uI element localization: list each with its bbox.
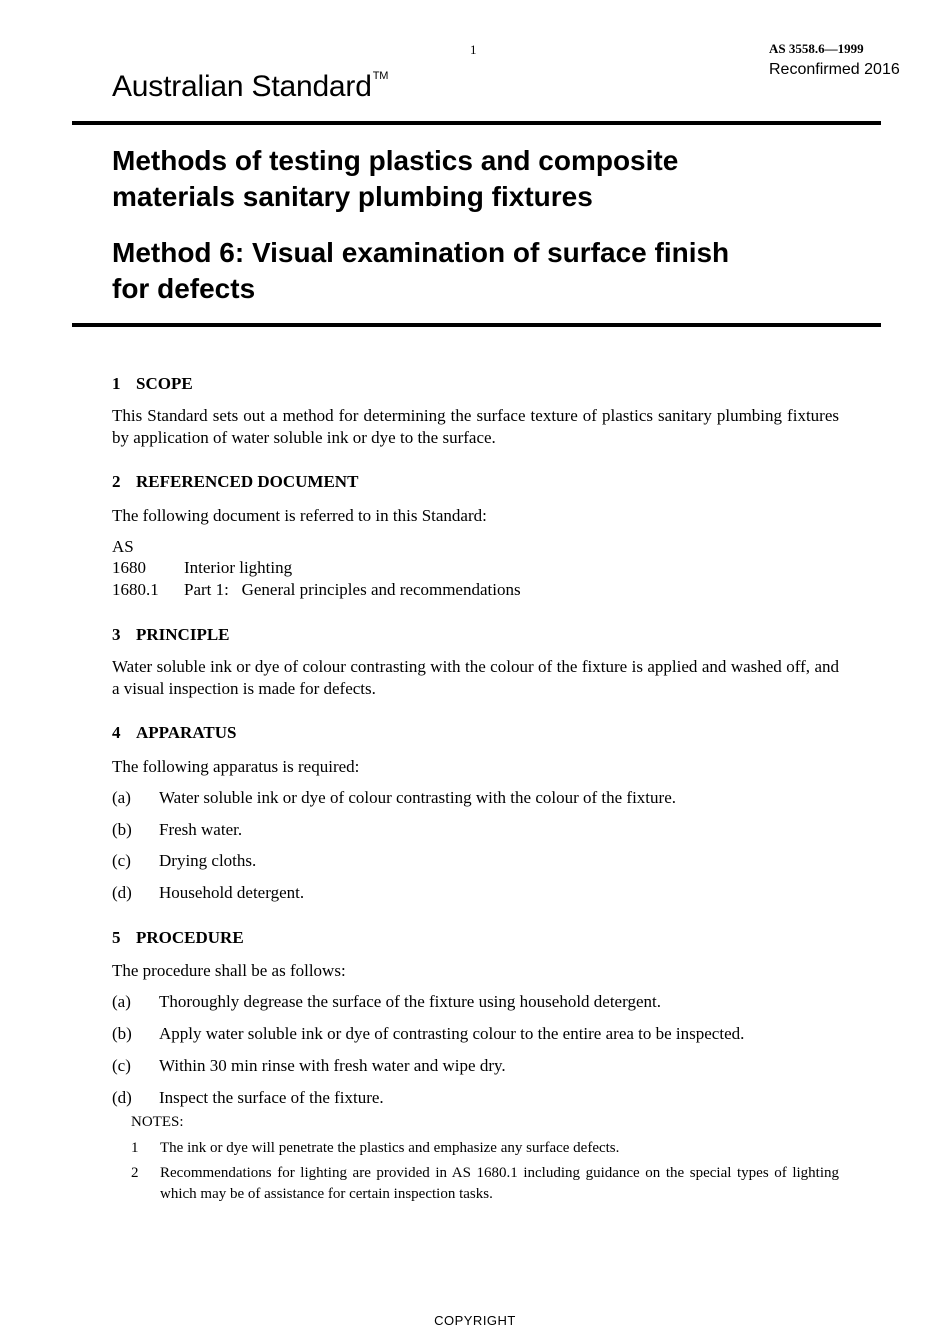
reference-code: 1680.1 (112, 580, 159, 599)
title-line-2: materials sanitary plumbing fixtures (112, 181, 593, 212)
item-text: Within 30 min rinse with fresh water and wipe dry. (159, 1056, 506, 1075)
item-label: (c) (112, 851, 131, 870)
method-title (112, 235, 872, 307)
apparatus-item (112, 883, 852, 903)
note (131, 1163, 839, 1205)
scope-text: This Standard sets out a method for determining the surface texture of plastics sanitary plumbing fixtures by application of water soluble ink or dye to the surface. (112, 406, 839, 447)
item-text: Thoroughly degrease the surface of the fixture using household detergent. (159, 992, 661, 1011)
section-number: 1 (112, 374, 121, 393)
section-title: SCOPE (136, 374, 193, 393)
reference-code: 1680 (112, 558, 146, 577)
bottom-divider (72, 323, 881, 327)
principle-text: Water soluble ink or dye of colour contrasting with the colour of the fixture is applied and washed off, and a visual inspection is made for defects. (112, 657, 839, 698)
reference-title: Interior lighting (184, 558, 293, 577)
apparatus-item (112, 851, 852, 871)
reconfirmed-date: Reconfirmed 2016 (769, 61, 900, 78)
section-heading-principle (112, 625, 230, 645)
referenced-intro: The following document is referred to in this Standard: (112, 506, 487, 525)
apparatus-item (112, 788, 852, 808)
procedure-intro: The procedure shall be as follows: (112, 961, 346, 980)
notes-label: NOTES: (131, 1114, 184, 1130)
brand-title (112, 70, 388, 104)
item-label: (d) (112, 1088, 132, 1107)
method-title-line-2: for defects (112, 273, 256, 304)
item-text: Water soluble ink or dye of colour contrasting with the colour of the fixture. (159, 788, 676, 807)
section-heading-procedure (112, 928, 244, 948)
section-title: PROCEDURE (136, 928, 244, 947)
note (131, 1138, 839, 1159)
item-label: (a) (112, 992, 131, 1011)
brand-text: Australian Standard (112, 70, 372, 103)
apparatus-item (112, 820, 852, 840)
item-label: (b) (112, 1024, 132, 1043)
section-number: 3 (112, 625, 121, 644)
reference-row (112, 558, 292, 578)
top-divider (72, 121, 881, 125)
method-title-line-1: Method 6: Visual examination of surface finish (112, 237, 730, 268)
item-label: (a) (112, 788, 131, 807)
note-text: The ink or dye will penetrate the plastics and emphasize any surface defects. (160, 1140, 620, 1156)
procedure-step (112, 1024, 852, 1044)
reference-prefix: AS (112, 537, 134, 556)
page-number: 1 (470, 42, 477, 57)
procedure-step (112, 1056, 852, 1076)
item-text: Drying cloths. (159, 851, 257, 870)
section-title: APPARATUS (136, 723, 237, 742)
item-label: (c) (112, 1056, 131, 1075)
section-title: REFERENCED DOCUMENT (136, 472, 359, 491)
copyright-footer: COPYRIGHT (434, 1313, 516, 1328)
item-label: (b) (112, 820, 132, 839)
item-text: Inspect the surface of the fixture. (159, 1088, 384, 1107)
section-heading-apparatus (112, 723, 236, 743)
reference-row (112, 580, 521, 600)
item-label: (d) (112, 883, 132, 902)
document-title (112, 143, 872, 215)
title-line-1: Methods of testing plastics and composite (112, 145, 679, 176)
standard-number: AS 3558.6—1999 (769, 41, 864, 56)
section-number: 4 (112, 723, 121, 742)
section-number: 5 (112, 928, 121, 947)
section-heading-scope (112, 374, 193, 394)
trademark-mark: TM (372, 70, 389, 82)
note-number: 2 (131, 1165, 139, 1181)
item-text: Apply water soluble ink or dye of contrasting colour to the entire area to be inspected. (159, 1024, 745, 1043)
procedure-step (112, 1088, 852, 1108)
section-title: PRINCIPLE (136, 625, 230, 644)
note-number: 1 (131, 1140, 139, 1156)
apparatus-intro: The following apparatus is required: (112, 757, 360, 776)
note-text: Recommendations for lighting are provided in AS 1680.1 including guidance on the special types of lighting which may be of assistance for certain inspection tasks. (160, 1165, 839, 1202)
item-text: Household detergent. (159, 883, 305, 902)
procedure-step (112, 992, 852, 1012)
section-heading-referenced-document (112, 472, 358, 492)
section-number: 2 (112, 472, 121, 491)
item-text: Fresh water. (159, 820, 243, 839)
reference-title: Part 1: General principles and recommendations (184, 580, 521, 599)
